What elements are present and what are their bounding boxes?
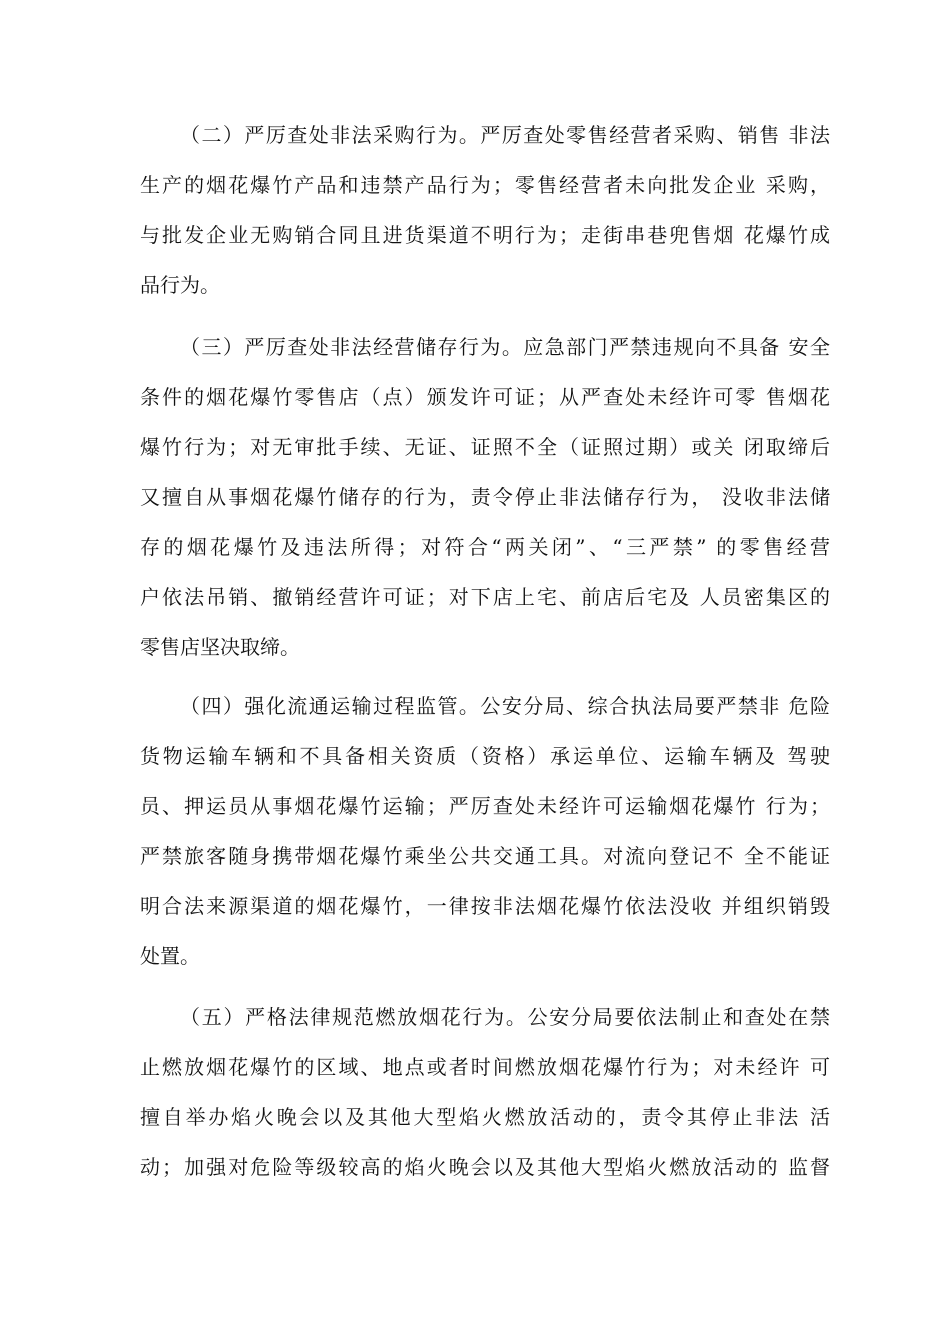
paragraph-line: 严禁旅客随身携带烟花爆竹乘坐公共交通工具。对流向登记不 全不能证 [140,844,830,868]
paragraph-line: 生产的烟花爆竹产品和违禁产品行为；零售经营者未向批发企业 采购， [140,173,830,197]
paragraph-line: 爆竹行为；对无审批手续、无证、证照不全（证照过期）或关 闭取缔后 [140,435,830,459]
paragraph-line: 户依法吊销、撤销经营许可证；对下店上宅、前店后宅及 人员密集区的 [140,585,830,609]
paragraph-line: （三）严厉查处非法经营储存行为。应急部门严禁违规向不具备 安全 [180,335,830,359]
paragraph-line: 处置。 [140,944,200,968]
paragraph-line: 动；加强对危险等级较高的焰火晚会以及其他大型焰火燃放活动的 监督 [140,1155,830,1179]
paragraph-line: （四）强化流通运输过程监管。公安分局、综合执法局要严禁非 危险 [180,694,830,718]
paragraph-line: 止燃放烟花爆竹的区域、地点或者时间燃放烟花爆竹行为；对未经许 可 [140,1055,830,1079]
paragraph-line: 与批发企业无购销合同且进货渠道不明行为；走街串巷兜售烟 花爆竹成 [140,223,830,247]
paragraph-line: 货物运输车辆和不具备相关资质（资格）承运单位、运输车辆及 驾驶 [140,744,830,768]
paragraph-line: 品行为。 [140,273,220,297]
paragraph-line: 存的烟花爆竹及违法所得；对符合“两关闭”、“三严禁” 的零售经营 [140,535,830,559]
paragraph-line: （二）严厉查处非法采购行为。严厉查处零售经营者采购、销售 非法 [180,123,830,147]
paragraph-line: 明合法来源渠道的烟花爆竹，一律按非法烟花爆竹依法没收 并组织销毁 [140,894,830,918]
paragraph-line: 又擅自从事烟花爆竹储存的行为，责令停止非法储存行为， 没收非法储 [140,485,830,509]
paragraph-line: 条件的烟花爆竹零售店（点）颁发许可证；从严查处未经许可零 售烟花 [140,385,830,409]
paragraph-line: 擅自举办焰火晚会以及其他大型焰火燃放活动的，责令其停止非法 活 [140,1105,830,1129]
paragraph-line: 员、押运员从事烟花爆竹运输；严厉查处未经许可运输烟花爆竹 行为； [140,794,830,818]
paragraph-line: （五）严格法律规范燃放烟花行为。公安分局要依法制止和查处在禁 [180,1005,830,1029]
paragraph-line: 零售店坚决取缔。 [140,635,300,659]
